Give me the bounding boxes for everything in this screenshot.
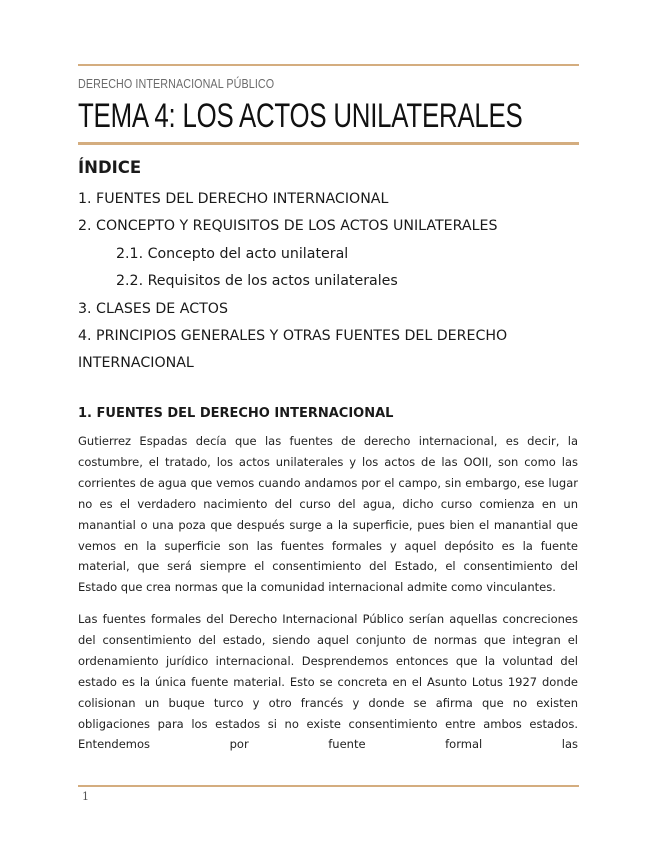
paragraph: Las fuentes formales del Derecho Internacional Público serían aquellas concreciones del consentimiento del estado, siendo aquel conjunto de normas que integran el ordenamiento jurídico internacional. Desprendemos entonces que la voluntad del estado es la única fuente material. Esto se concreta en el Asunto Lotus 1927 donde colisionan un buque turco y otro francés y donde se afirma que no existen obligaciones para los estados si no existe consentimiento entre ambos estados. Entendemos por fuente formal las bbox=[78, 612, 578, 752]
toc-item-1[interactable]: 1. FUENTES DEL DERECHO INTERNACIONAL bbox=[78, 191, 389, 207]
toc-item-2[interactable]: 2. CONCEPTO Y REQUISITOS DE LOS ACTOS UNILATERALES bbox=[78, 218, 498, 235]
page-number: 1 bbox=[82, 790, 89, 803]
toc-item-4-continued[interactable]: INTERNACIONAL bbox=[78, 355, 194, 372]
toc-item-2-1[interactable]: 2.1. Concepto del acto unilateral bbox=[116, 245, 349, 262]
page-title: TEMA 4: LOS ACTOS UNILATERALES bbox=[78, 97, 523, 135]
footer-rule bbox=[78, 785, 579, 787]
toc-item-4[interactable]: 4. PRINCIPIOS GENERALES Y OTRAS FUENTES DEL DERECHO bbox=[78, 327, 508, 344]
header-bottom-rule bbox=[78, 142, 579, 145]
paragraph: Gutierrez Espadas decía que las fuentes de derecho internacional, es decir, la costumbre, el tratado, los actos unilaterales y los actos de las OOII, son como las corrientes de agua que vemos cuando andamos por el campo, sin embargo, ese lugar no es el verdadero nacimiento del curso del agua, dicho curso comienza en un manantial o una poza que después surge a la superficie, pues bien el manantial que vemos en la superficie son las fuentes formales y aquel depósito es la fuente material, que será siempre el consentimiento del Estado, el consentimiento del Estado que crea normas que la comunidad internacional admite como vinculantes. bbox=[78, 434, 578, 595]
toc-item-2-2[interactable]: 2.2. Requisitos de los actos unilaterales bbox=[116, 273, 398, 290]
section-1-heading: 1. FUENTES DEL DERECHO INTERNACIONAL bbox=[78, 406, 394, 421]
header-top-rule bbox=[78, 64, 579, 66]
toc-item-3[interactable]: 3. CLASES DE ACTOS bbox=[78, 300, 228, 317]
subject-label: DERECHO INTERNACIONAL PÚBLICO bbox=[78, 77, 275, 91]
index-heading: ÍNDICE bbox=[78, 158, 142, 177]
table-of-contents bbox=[78, 186, 578, 378]
